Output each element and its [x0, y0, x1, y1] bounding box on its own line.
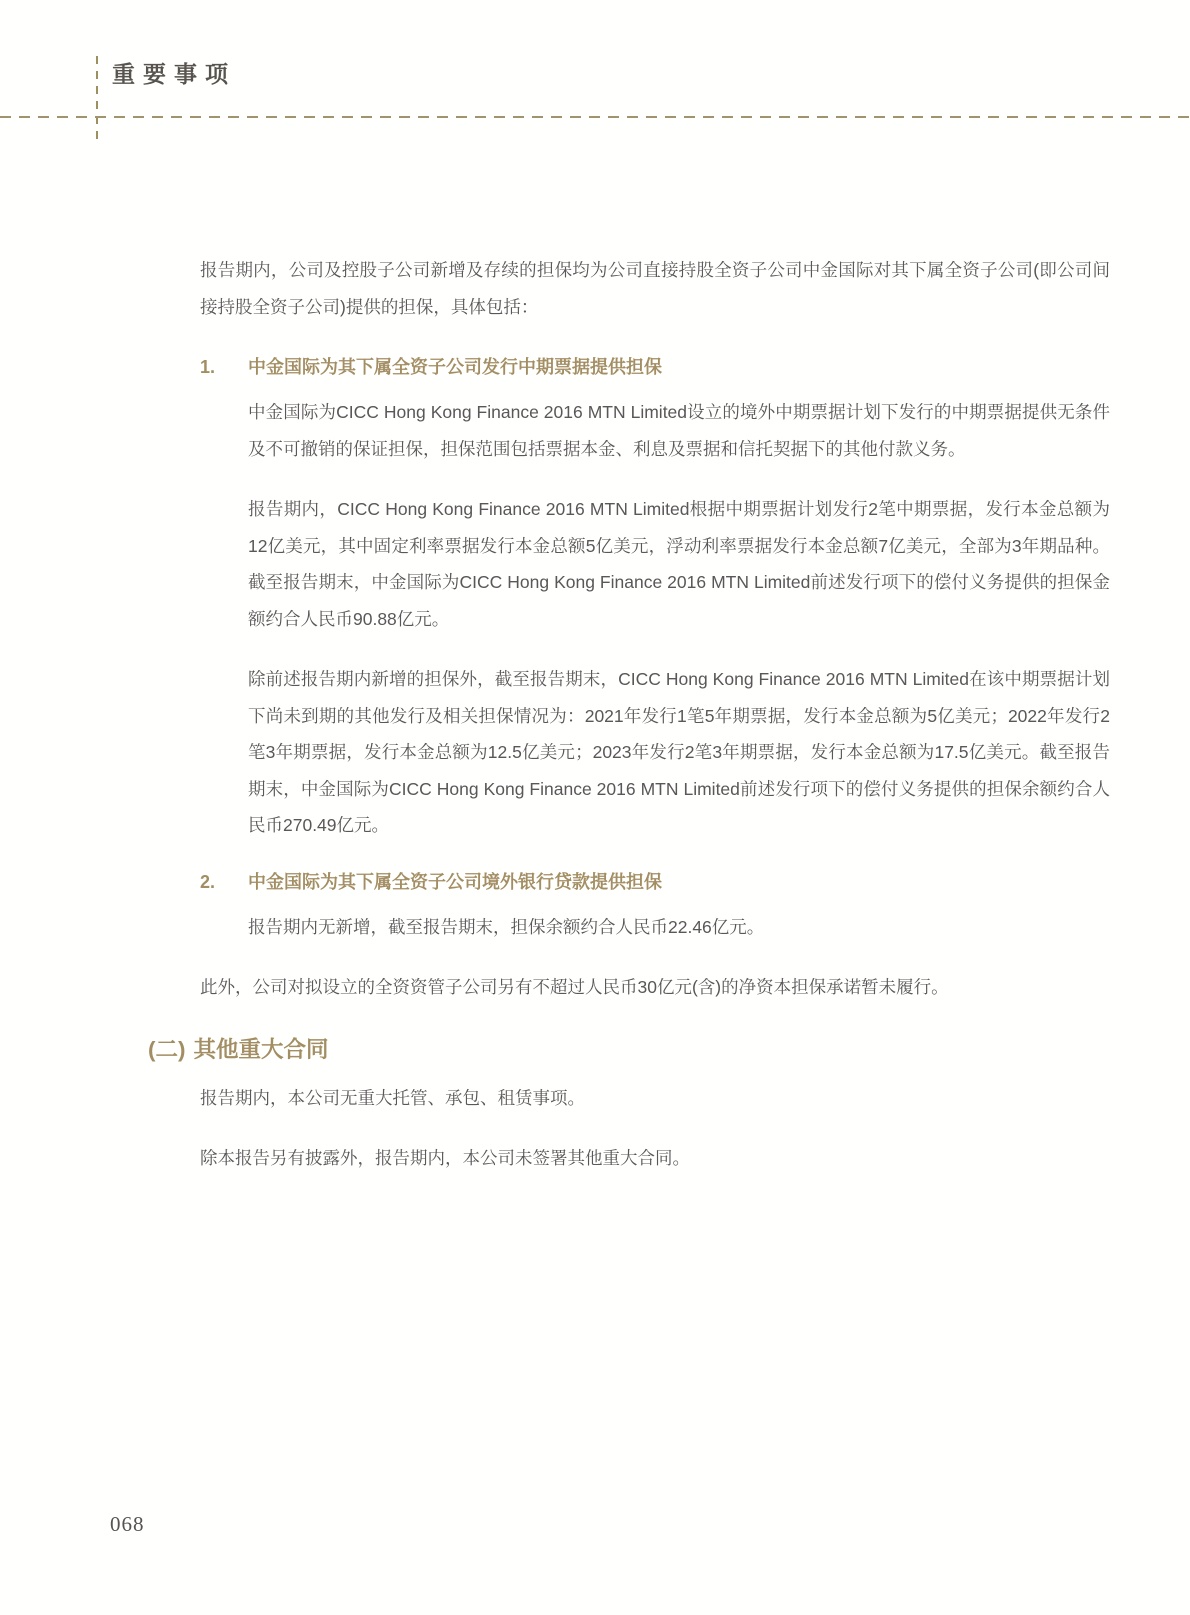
section-2-heading: 其他重大合同 [193, 1036, 329, 1062]
section-2-label: (二) [148, 1036, 186, 1062]
item-1-heading-row [200, 349, 1110, 386]
item-2-paragraph: 报告期内无新增，截至报告期末，担保余额约合人民币22.46亿元。 [248, 916, 765, 937]
page-number: 068 [110, 1512, 145, 1536]
header-horizontal-dashed-divider [0, 116, 1190, 118]
section-2-paragraph: 报告期内，本公司无重大托管、承包、租赁事项。 [200, 1087, 585, 1108]
item-2-heading: 中金国际为其下属全资子公司境外银行贷款提供担保 [248, 871, 662, 892]
section-2-paragraph: 除本报告另有披露外，报告期内，本公司未签署其他重大合同。 [200, 1148, 690, 1168]
content-area [148, 252, 1110, 1201]
header-vertical-dashed-line [96, 56, 98, 140]
item-1-number: 1. [200, 357, 216, 377]
closing-paragraph: 此外，公司对拟设立的全资资管子公司另有不超过人民币30亿元(含)的净资本担保承诺暂未履行。 [200, 977, 949, 997]
page-title: 重要事项 [112, 62, 236, 87]
item-2-number: 2. [200, 871, 216, 892]
item-1-heading: 中金国际为其下属全资子公司发行中期票据提供担保 [248, 357, 662, 377]
intro-paragraph: 报告期内，公司及控股子公司新增及存续的担保均为公司直接持股全资子公司中金国际对其下属全资子公司(即公司间接持股全资子公司)提供的担保，具体包括： [200, 260, 1110, 317]
item-2-heading-row [200, 864, 1110, 901]
section-2-heading-row [148, 1030, 1110, 1070]
item-1-paragraph: 中金国际为CICC Hong Kong Finance 2016 MTN Limited设立的境外中期票据计划下发行的中期票据提供无条件及不可撤销的保证担保，担保范围包括票据本金、利息及票据和信托契据下的其他付款义务。 [248, 402, 1110, 459]
item-1-paragraph: 除前述报告期内新增的担保外，截至报告期末，CICC Hong Kong Finance 2016 MTN Limited在该中期票据计划下尚未到期的其他发行及相关担保情况为：2021年发行1笔5年期票据，发行本金总额为5亿美元；2022年发行2笔3年期票据，发行本金总额为12.5亿美元；2023年发行2笔3年期票据，发行本金总额为17.5亿美元。截至报告期末，中金国际为CICC Hong Kong Finance 2016 MTN Limited前述发行项下的偿付义务提供的担保余额约合人民币270.49亿元。 [248, 669, 1110, 835]
item-1-paragraph: 报告期内，CICC Hong Kong Finance 2016 MTN Limited根据中期票据计划发行2笔中期票据，发行本金总额为12亿美元，其中固定利率票据发行本金总额5亿美元，浮动利率票据发行本金总额7亿美元，全部为3年期品种。截至报告期末，中金国际为CICC Hong Kong Finance 2016 MTN Limited前述发行项下的偿付义务提供的担保金额约合人民币90.88亿元。 [248, 499, 1110, 629]
